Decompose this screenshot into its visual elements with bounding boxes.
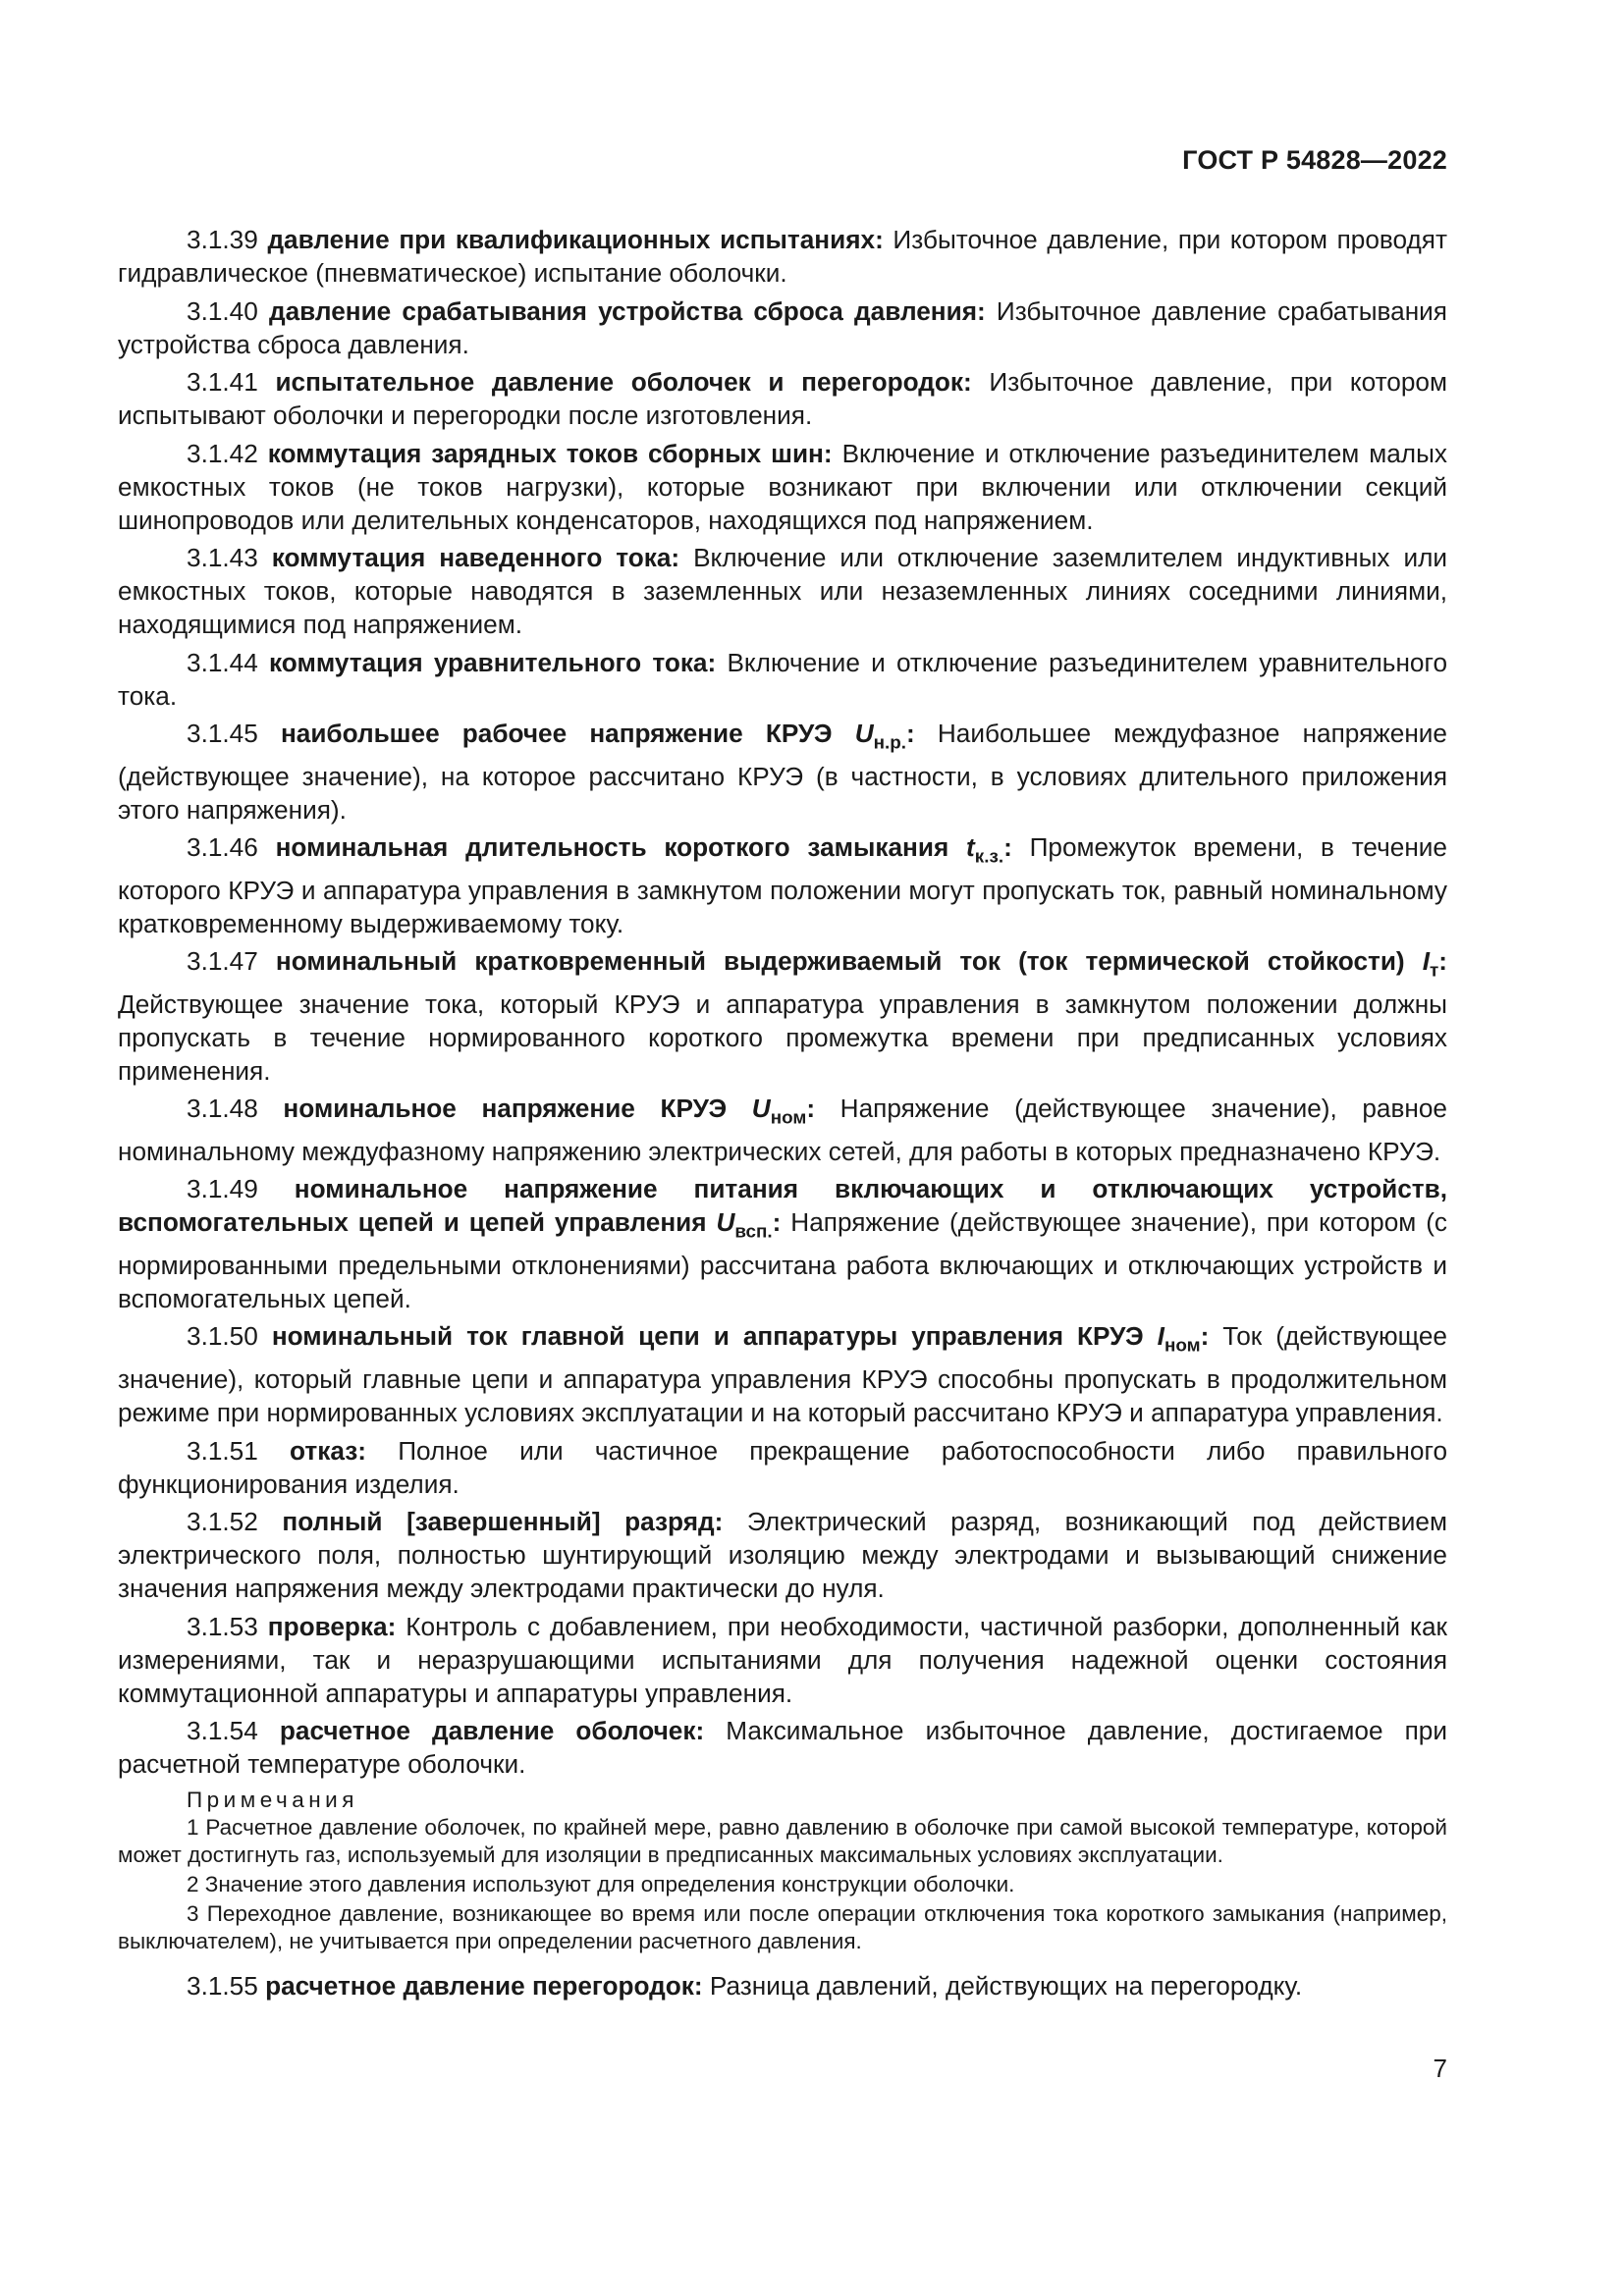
entry-definition: Ток (действующее значение), который главные цепи и аппаратура управления КРУЭ способны пропускать в продолжительном режиме при нормированных условиях эксплуатации и на который рассчитано КРУЭ и аппаратура управления. (118, 1321, 1447, 1428)
entry-definition: Включение и отключение разъединителем малых емкостных токов (не токов нагрузки), которые возникают при включении или отключении секций шинопроводов или делительных конденсаторов, находящихся под напряжением. (118, 438, 1447, 535)
entry-definition: Напряжение (действующее значение), равное номинальному междуфазному напряжению электрических сетей, для работы в которых предназначено КРУЭ. (118, 1094, 1447, 1166)
entry-number: 3.1.48 (187, 1094, 258, 1124)
entry-term: расчетное давление оболочек: (279, 1716, 705, 1746)
entry-term: наибольшее рабочее напряжение КРУЭ (280, 719, 833, 748)
entry-symbol: U (716, 1207, 735, 1238)
entry-symbol-subscript: всп. (734, 1220, 773, 1242)
entry-number: 3.1.39 (187, 225, 258, 254)
entry-3-1-51 (118, 1434, 1447, 1501)
entry-symbol-subscript: ном (770, 1106, 807, 1128)
entry-number: 3.1.45 (187, 719, 258, 748)
entry-3-1-46: 3.1.46 номинальная длительность короткого замыкания $t_{к.з.}$: Промежуток времени, в течение которого КРУЭ и аппаратура управления в замкнутом положении могут пропускать ток, равный номинальному кратковременному выдерживаемому току. (118, 832, 1447, 938)
entry-definition: Электрический разряд, возникающий под действием электрического поля, полностью шунтирующий изоляцию между электродами и вызывающий снижение значения напряжения между электродами практически до нуля. (118, 1507, 1447, 1604)
entry-symbol-subscript: к.з. (974, 845, 1004, 867)
entry-term: номинальный ток главной цепи и аппаратуры управления КРУЭ (271, 1321, 1144, 1352)
entry-term: номинальный кратковременный выдерживаемый ток (ток термической стойкости) (275, 946, 1405, 977)
entry-3-1-44 (118, 646, 1447, 713)
note-item: 2 Значение этого давления используют для определения конструкции оболочки. (187, 1872, 1015, 1897)
entry-symbol: I (1422, 946, 1431, 977)
entry-number: 3.1.54 (187, 1716, 258, 1746)
entry-term: номинальная длительность короткого замыкания (275, 832, 949, 863)
entry-number: 3.1.47 (187, 946, 258, 977)
entry-definition: Включение и отключение разъединителем уравнительного тока. (118, 647, 1448, 711)
entry-term: коммутация наведенного тока: (271, 543, 680, 572)
entry-term: коммутация зарядных токов сборных шин: (267, 438, 833, 468)
page-header-doc-id: ГОСТ Р 54828—2022 (1182, 145, 1447, 175)
entry-symbol-subscript: ном (1164, 1335, 1201, 1357)
entry-definition: Максимальное избыточное давление, достигаемое при расчетной температуре оболочки. (118, 1716, 1448, 1780)
entry-definition: Разница давлений, действующих на перегородку. (709, 1971, 1303, 2002)
entry-definition: Включение или отключение заземлителем индуктивных или емкостных токов, которые наводятся в заземленных или незаземленных линиях соседними линиями, находящимися под напряжением. (118, 543, 1447, 639)
entry-symbol-subscript: т (1430, 959, 1439, 981)
entry-3-1-41 (118, 365, 1447, 432)
entry-number: 3.1.42 (187, 438, 258, 468)
content-body (118, 223, 1447, 2007)
entry-definition: Промежуток времени, в течение которого КРУЭ и аппаратура управления в замкнутом положении могут пропускать ток, равный номинальному кратковременному выдерживаемому току. (118, 832, 1447, 938)
entry-number: 3.1.51 (187, 1435, 258, 1466)
entry-3-1-42 (118, 437, 1447, 537)
page-number: 7 (1433, 2054, 1447, 2083)
note-item: 3 Переходное давление, возникающее во время или после операции отключения тока короткого замыкания (например, выключателем), не учитывается при определении расчетного давления. (118, 1901, 1447, 1954)
entry-number: 3.1.46 (187, 832, 258, 863)
entry-term: полный [завершенный] разряд: (282, 1507, 724, 1537)
entry-definition: Избыточное давление срабатывания устройства сброса давления. (118, 295, 1447, 359)
entry-3-1-48: 3.1.48 номинальное напряжение КРУЭ $U_{ном}$: Напряжение (действующее значение), равное номинальному междуфазному напряжению электрических сетей, для работы в которых предназначено КРУЭ. (118, 1094, 1447, 1166)
entry-term: номинальное напряжение питания включающих и отключающих устройств, вспомогательных цепей и цепей управления (118, 1174, 1447, 1238)
entry-number: 3.1.53 (187, 1611, 258, 1641)
entry-3-1-40 (118, 294, 1447, 361)
entry-3-1-52 (118, 1505, 1447, 1605)
entry-3-1-47: 3.1.47 номинальный кратковременный выдерживаемый ток (ток термической стойкости) $I_т$: Действующее значение тока, который КРУЭ и аппаратура управления в замкнутом положении должны пропускать в течение нормированного короткого промежутка времени при предписанных условиях применения. (118, 946, 1448, 1086)
entry-term: коммутация уравнительного тока: (269, 647, 717, 677)
entry-term: расчетное давление перегородок: (265, 1971, 703, 2002)
entry-3-1-45: 3.1.45 наибольшее рабочее напряжение КРУЭ $U_{н.р.}$: Наибольшее междуфазное напряжение (действующее значение), на которое рассчитано КРУЭ (в частности, в условиях длительного приложения этого напряжения). (118, 719, 1447, 825)
entry-definition: Контроль с добавлением, при необходимости, частичной разборки, дополненный как измерениями, так и неразрушающими испытаниями для получения надежной оценки состояния коммутационной аппаратуры и аппаратуры управления. (118, 1611, 1448, 1708)
entry-symbol: U (751, 1094, 771, 1124)
entry-3-1-39 (118, 223, 1447, 290)
entry-number: 3.1.43 (187, 543, 258, 572)
entry-term: проверка: (267, 1611, 397, 1641)
entry-symbol: t (966, 832, 975, 863)
entry-term: давление срабатывания устройства сброса давления: (268, 295, 986, 326)
entry-number: 3.1.44 (187, 647, 258, 677)
entry-number: 3.1.55 (187, 1971, 258, 2002)
entry-definition: Наибольшее междуфазное напряжение (действующее значение), на которое рассчитано КРУЭ (в частности, в условиях длительного приложения этого напряжения). (118, 719, 1447, 825)
entry-term: номинальное напряжение КРУЭ (283, 1094, 728, 1124)
entry-number: 3.1.40 (187, 295, 258, 326)
entry-definition: Действующее значение тока, который КРУЭ и аппаратура управления в замкнутом положении должны пропускать в течение нормированного короткого промежутка времени при предписанных условиях применения. (118, 988, 1447, 1086)
entry-definition: Избыточное давление, при котором проводят гидравлическое (пневматическое) испытание оболочки. (118, 225, 1447, 288)
entry-term: испытательное давление оболочек и перегородок: (275, 367, 972, 397)
entry-definition: Избыточное давление, при котором испытывают оболочки и перегородки после изготовления. (118, 367, 1447, 430)
entry-symbol-subscript: н.р. (873, 731, 907, 753)
entry-number: 3.1.49 (187, 1174, 258, 1204)
entry-3-1-54 (118, 1714, 1447, 1781)
entry-3-1-43 (118, 541, 1447, 641)
entry-symbol: I (1157, 1321, 1164, 1352)
entry-definition: Полное или частичное прекращение работоспособности либо правильного функционирования изделия. (118, 1435, 1448, 1499)
entry-3-1-55 (118, 1969, 1447, 2002)
note-item: 1 Расчетное давление оболочек, по крайней мере, равно давлению в оболочке при самой высокой температуре, которой может достигнуть газ, используемый для изоляции в предписанных максимальных условиях эксплуатации. (118, 1815, 1447, 1868)
entry-number: 3.1.52 (187, 1507, 258, 1537)
notes-block (118, 1787, 1447, 1955)
entry-3-1-53 (118, 1610, 1447, 1710)
entry-term: отказ: (290, 1435, 366, 1466)
notes-title: Примечания (187, 1788, 358, 1813)
entry-3-1-50: 3.1.50 номинальный ток главной цепи и аппаратуры управления КРУЭ $I_{ном}$: Ток (действующее значение), который главные цепи и аппаратура управления КРУЭ способны пропускать в продолжительном режиме при нормированных условиях эксплуатации и на который рассчитано КРУЭ и аппаратура управления. (118, 1321, 1447, 1428)
entry-3-1-49: 3.1.49 номинальное напряжение питания включающих и отключающих устройств, вспомогательных цепей и цепей управления $U_{всп.}$: Напряжение (действующее значение), при котором (с нормированными предельными отклонениями) рассчитана работа включающих и отключающих устройств и вспомогательных цепей. (118, 1174, 1448, 1313)
entry-definition: Напряжение (действующее значение), при котором (с нормированными предельными отклонениями) рассчитана работа включающих и отключающих устройств и вспомогательных цепей. (118, 1207, 1448, 1313)
entry-symbol: U (854, 719, 874, 748)
entry-number: 3.1.50 (187, 1321, 258, 1352)
entry-term: давление при квалификационных испытаниях: (267, 225, 884, 254)
entry-number: 3.1.41 (187, 367, 258, 397)
